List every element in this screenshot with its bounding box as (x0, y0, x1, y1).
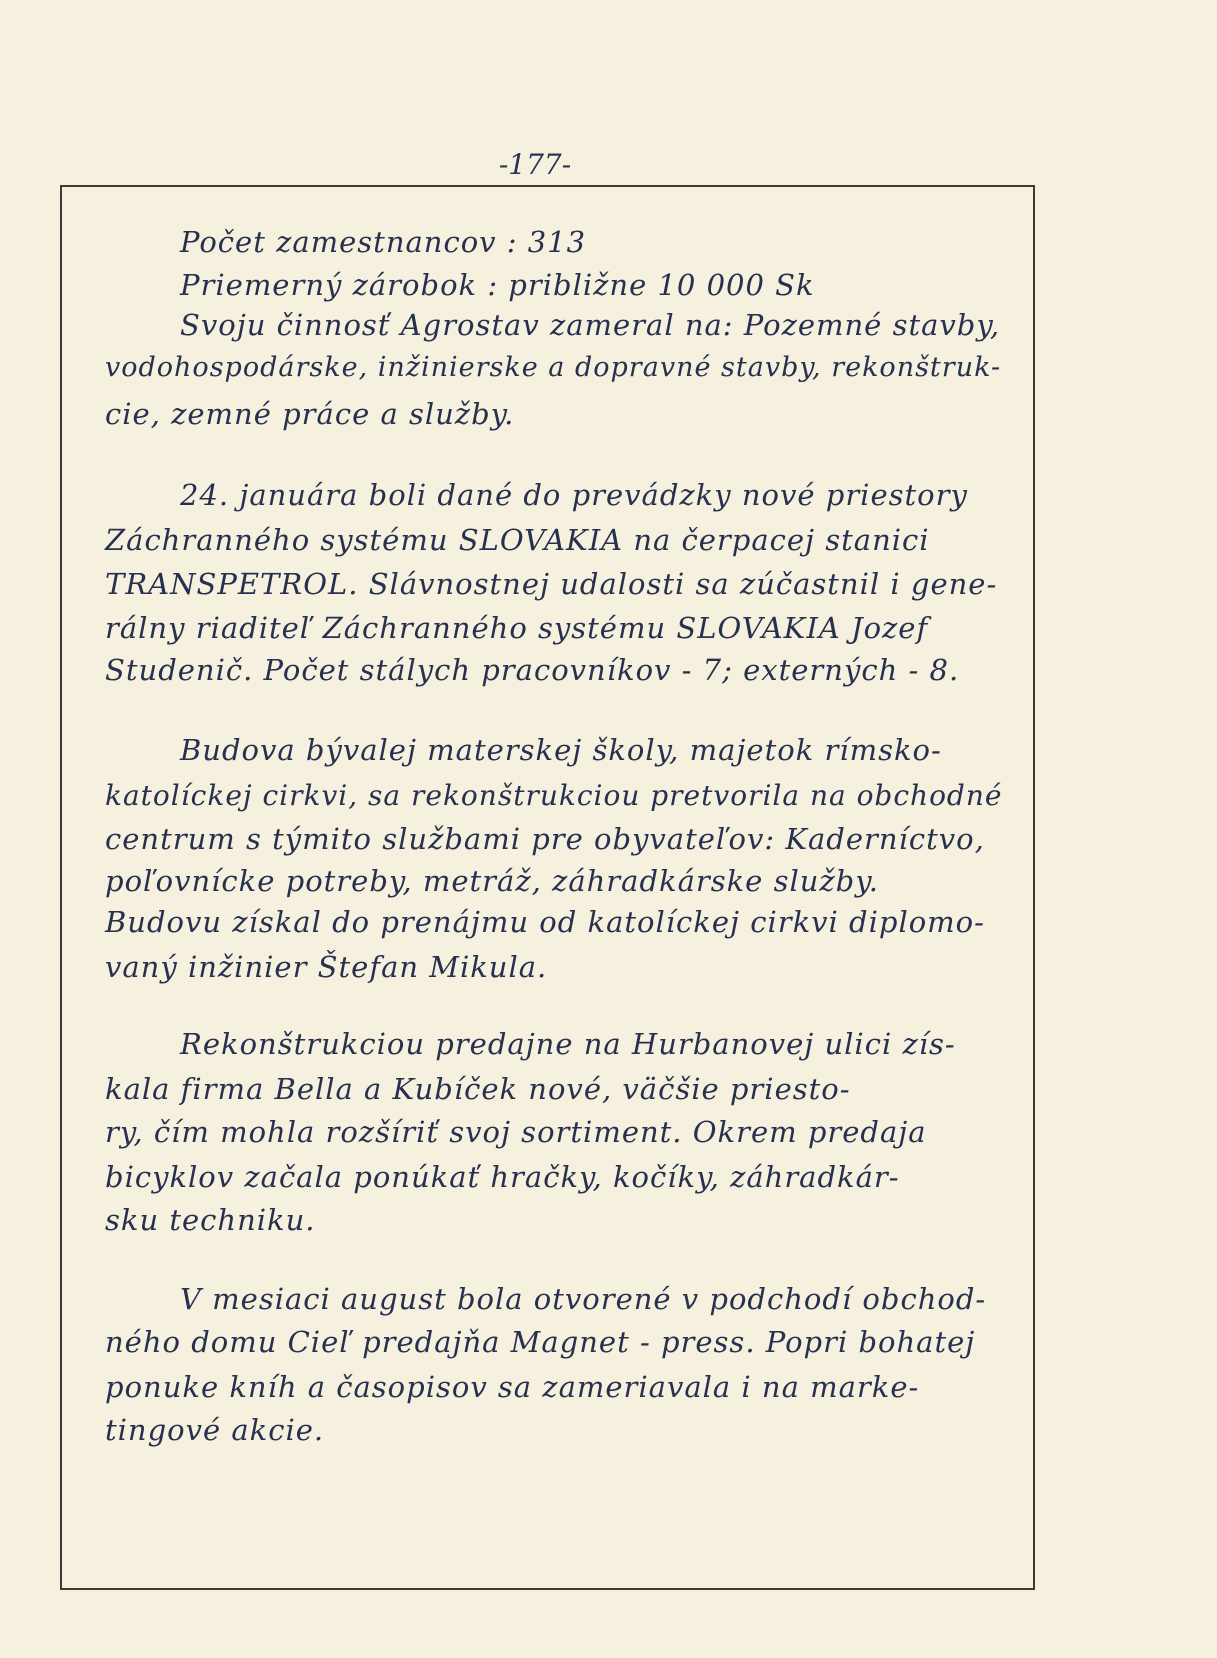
text-line: bicyklov začala ponúkať hračky, kočíky, záhradkár- (105, 1160, 900, 1194)
text-line: Svoju činnosť Agrostav zameral na: Pozemné stavby, (180, 308, 1001, 342)
text-line: Počet zamestnancov : 313 (180, 225, 587, 259)
text-line: Budovu získal do prenájmu od katolíckej cirkvi diplomo- (105, 905, 985, 939)
text-line: Záchranného systému SLOVAKIA na čerpacej stanici (105, 523, 930, 557)
text-line: TRANSPETROL. Slávnostnej udalosti sa zúčastnil i gene- (105, 567, 998, 601)
page-number: -177- (498, 148, 572, 181)
text-line: Studenič. Počet stálych pracovníkov - 7; externých - 8. (105, 653, 960, 687)
text-line: kala firma Bella a Kubíček nové, väčšie priesto- (105, 1072, 851, 1106)
text-line: Budova bývalej materskej školy, majetok rímsko- (180, 733, 942, 767)
text-line: sku techniku. (105, 1203, 316, 1237)
text-line: Priemerný zárobok : približne 10 000 Sk (180, 268, 815, 302)
text-line: ného domu Cieľ predajňa Magnet - press. Popri bohatej (105, 1325, 976, 1359)
text-line: Rekonštrukciou predajne na Hurbanovej ulici zís- (180, 1027, 956, 1061)
text-line: ry, čím mohla rozšíriť svoj sortiment. Okrem predaja (105, 1115, 927, 1149)
text-line: centrum s týmito službami pre obyvateľov: Kaderníctvo, (105, 822, 985, 856)
text-line: rálny riaditeľ Záchranného systému SLOVAKIA Jozef (105, 611, 929, 645)
text-line: ponuke kníh a časopisov sa zameriavala i na marke- (105, 1370, 920, 1404)
text-line: tingové akcie. (105, 1413, 325, 1447)
text-line: 24. januára boli dané do prevádzky nové priestory (180, 478, 968, 512)
text-line: V mesiaci august bola otvorené v podchodí obchod- (180, 1282, 987, 1316)
text-line: vaný inžinier Štefan Mikula. (105, 950, 548, 984)
text-line: poľovnícke potreby, metráž, záhradkárske služby. (105, 864, 879, 898)
text-line: vodohospodárske, inžinierske a dopravné stavby, rekonštruk- (105, 352, 1002, 383)
text-line: cie, zemné práce a služby. (105, 397, 515, 431)
text-line: katolíckej cirkvi, sa rekonštrukciou pretvorila na obchodné (105, 779, 1003, 812)
